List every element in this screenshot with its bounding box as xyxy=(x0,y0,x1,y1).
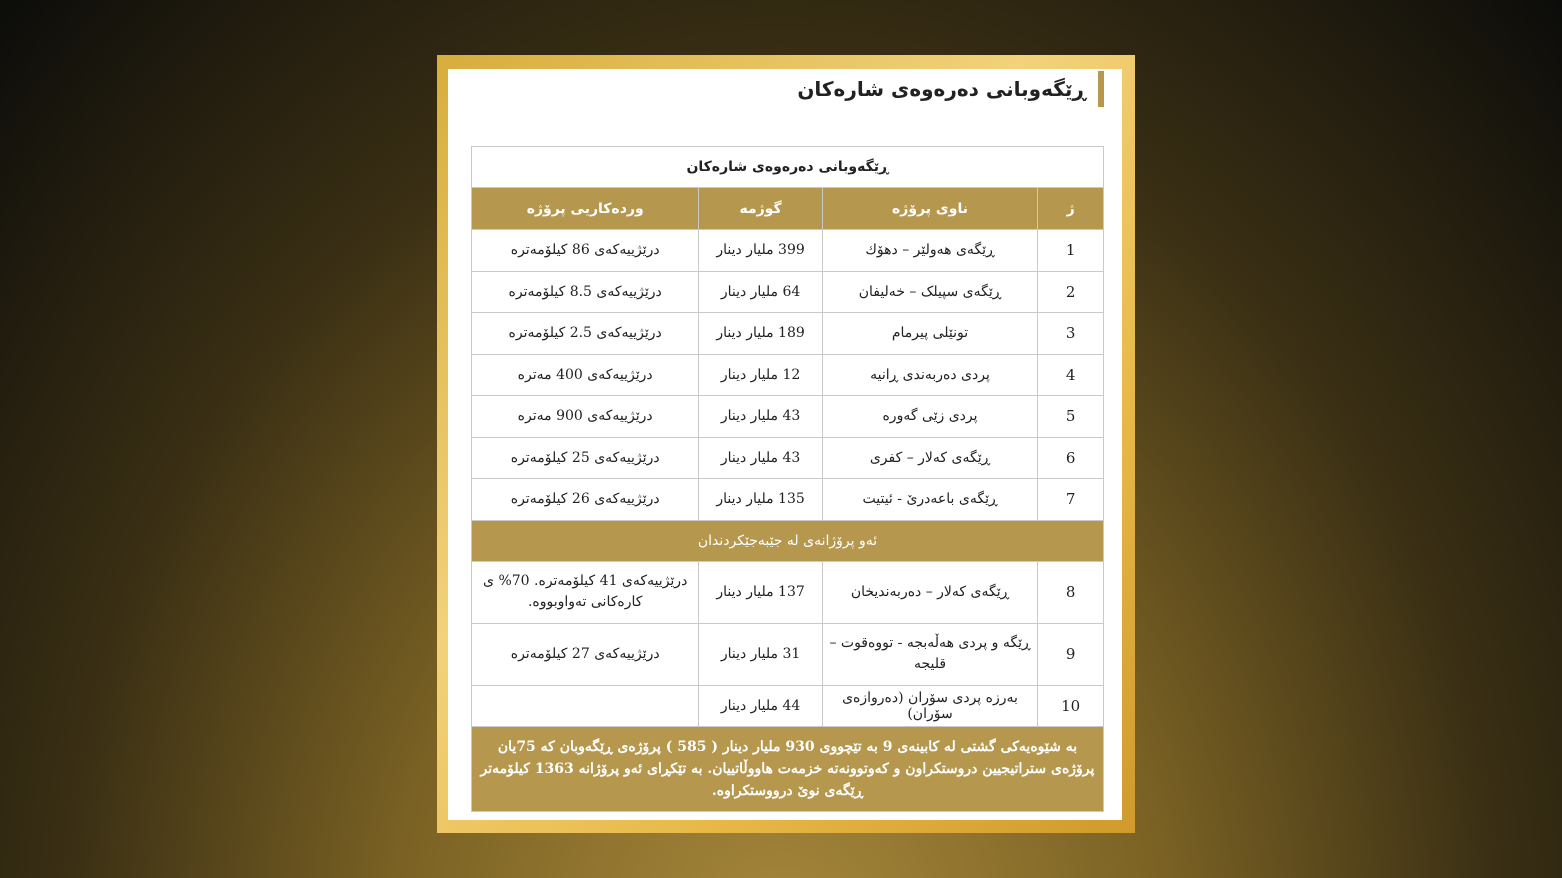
row-cost: 399 ملیار دینار xyxy=(699,230,822,272)
table-row xyxy=(472,479,1104,521)
row-name: ڕێگەی باعەدرێ - ئیتیت xyxy=(822,479,1037,521)
row-detail: درێژییەکەی 400 مەترە xyxy=(472,354,699,396)
table-row xyxy=(472,623,1104,685)
row-num: 8 xyxy=(1038,561,1104,623)
row-cost: 43 ملیار دینار xyxy=(699,437,822,479)
table-header-row xyxy=(472,188,1104,230)
row-name: ڕێگەی هەولێر – دهۆك xyxy=(822,230,1037,272)
row-detail: درێژییەکەی 8.5 کیلۆمەترە xyxy=(472,271,699,313)
row-num: 4 xyxy=(1038,354,1104,396)
section-header-row xyxy=(472,520,1104,561)
row-cost: 44 ملیار دینار xyxy=(699,685,822,727)
header-name: ناوی پرۆژە xyxy=(822,188,1037,230)
row-num: 10 xyxy=(1038,685,1104,727)
row-name: ڕێگە و پردی هەڵەبجە - تووەقوت – قلیجە xyxy=(822,623,1037,685)
row-detail: درێژییەکەی 41 کیلۆمەترە. 70% ی کارەکانی تەواوبووە. xyxy=(472,561,699,623)
row-detail: درێژییەکەی 2.5 کیلۆمەترە xyxy=(472,313,699,355)
table-row xyxy=(472,437,1104,479)
row-cost: 137 ملیار دینار xyxy=(699,561,822,623)
row-cost: 64 ملیار دینار xyxy=(699,271,822,313)
table-row xyxy=(472,230,1104,272)
page-title: ڕێگەوبانی دەرەوەی شارەکان xyxy=(797,71,1104,107)
table-row xyxy=(472,271,1104,313)
table-row xyxy=(472,396,1104,438)
row-detail: درێژییەکەی 900 مەترە xyxy=(472,396,699,438)
row-num: 2 xyxy=(1038,271,1104,313)
table-row xyxy=(472,561,1104,623)
row-name: ڕێگەی سپیلک – خەلیفان xyxy=(822,271,1037,313)
row-name: ڕێگەی کەلار – کفری xyxy=(822,437,1037,479)
row-cost: 43 ملیار دینار xyxy=(699,396,822,438)
header-num: ژ xyxy=(1038,188,1104,230)
row-num: 6 xyxy=(1038,437,1104,479)
content-card xyxy=(448,69,1122,820)
projects-table xyxy=(471,146,1104,812)
row-num: 7 xyxy=(1038,479,1104,521)
row-name: ڕێگەی کەلار – دەربەندیخان xyxy=(822,561,1037,623)
summary-row xyxy=(472,727,1104,812)
table-caption: ڕێگەوبانی دەرەوەی شارەکان xyxy=(472,147,1104,188)
row-detail xyxy=(472,685,699,727)
row-cost: 31 ملیار دینار xyxy=(699,623,822,685)
table-row xyxy=(472,313,1104,355)
section-label: ئەو پرۆژانەی لە جێبەجێکردندان xyxy=(472,520,1104,561)
row-cost: 135 ملیار دینار xyxy=(699,479,822,521)
row-detail: درێژییەکەی 27 کیلۆمەترە xyxy=(472,623,699,685)
row-cost: 12 ملیار دینار xyxy=(699,354,822,396)
row-name: پردی دەربەندی ڕانیە xyxy=(822,354,1037,396)
row-num: 5 xyxy=(1038,396,1104,438)
table-row xyxy=(472,354,1104,396)
row-cost: 189 ملیار دینار xyxy=(699,313,822,355)
row-num: 1 xyxy=(1038,230,1104,272)
table-caption-row xyxy=(472,147,1104,188)
row-name: پردی زێی گەورە xyxy=(822,396,1037,438)
row-detail: درێژییەکەی 25 کیلۆمەترە xyxy=(472,437,699,479)
row-name: تونێلی پیرمام xyxy=(822,313,1037,355)
row-num: 3 xyxy=(1038,313,1104,355)
summary-text: بە شێوەیەکی گشتی لە کابینەی 9 بە تێچووی 930 ملیار دینار ( 585 ) پرۆژەی ڕێگەوبان کە 75یان پرۆژەی ستراتیجیین دروستکراون و کەوتوونەتە خزمەت هاووڵاتییان. بە تێکڕای ئەو پرۆژانە 1363 کیلۆمەتر ڕێگەی نوێ درووستکراوە. xyxy=(472,727,1104,812)
row-num: 9 xyxy=(1038,623,1104,685)
table-row xyxy=(472,685,1104,727)
row-detail: درێژییەکەی 86 کیلۆمەترە xyxy=(472,230,699,272)
row-detail: درێژییەکەی 26 کیلۆمەترە xyxy=(472,479,699,521)
header-detail: وردەکاریی پرۆژە xyxy=(472,188,699,230)
row-name: بەرزە پردی سۆران (دەروازەی سۆران) xyxy=(822,685,1037,727)
header-cost: گوژمە xyxy=(699,188,822,230)
